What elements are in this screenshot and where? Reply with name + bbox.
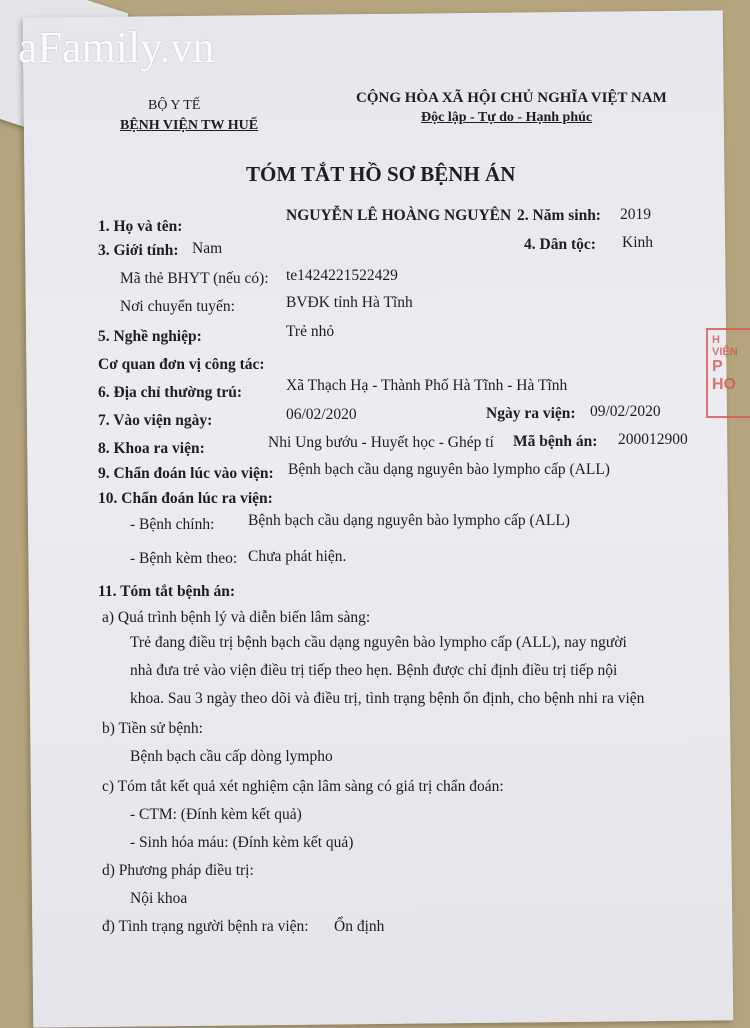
record-number: 200012900 <box>618 431 688 448</box>
main-disease: Bệnh bạch cầu dạng nguyên bào lympho cấp (ALL) <box>248 512 570 529</box>
department: Nhi Ung bướu - Huyết học - Ghép tí <box>268 434 494 451</box>
transfer-from: BVĐK tỉnh Hà Tĩnh <box>286 294 413 311</box>
stamp-text: HO <box>712 376 736 393</box>
stamp-text: P <box>712 358 723 375</box>
history: Bệnh bạch cầu cấp dòng lympho <box>130 748 333 765</box>
job-label: 5. Nghề nghiệp: <box>98 328 202 345</box>
birth-label: 2. Năm sinh: <box>517 207 601 224</box>
ethnic: Kinh <box>622 234 653 251</box>
summary-heading: 11. Tóm tắt bệnh án: <box>98 583 236 600</box>
main-disease-label: - Bệnh chính: <box>130 516 215 533</box>
clinical-course-label: a) Quá trình bệnh lý và diễn biến lâm sàng: <box>102 609 371 626</box>
lab-results-label: c) Tóm tắt kết quả xét nghiệm cận lâm sàng có giá trị chẩn đoán: <box>102 778 504 795</box>
page-title: TÓM TẮT HỒ SƠ BỆNH ÁN <box>246 162 516 186</box>
address-label: 6. Địa chỉ thường trú: <box>98 384 243 401</box>
admit-date: 06/02/2020 <box>286 406 357 423</box>
transfer-label: Nơi chuyển tuyến: <box>120 298 235 315</box>
clinical-course-line: khoa. Sau 3 ngày theo dõi và điều trị, tình trạng bệnh ổn định, cho bệnh nhi ra viện <box>130 690 645 707</box>
gender-label: 3. Giới tính: <box>98 242 179 259</box>
lab-result-biochem: - Sinh hóa máu: (Đính kèm kết quả) <box>130 834 354 851</box>
discharge-status-label: đ) Tình trạng người bệnh ra viện: <box>102 918 309 935</box>
admit-label: 7. Vào viện ngày: <box>98 412 213 429</box>
bhyt-number: te1424221522429 <box>286 267 398 284</box>
record-label: Mã bệnh án: <box>513 433 598 450</box>
treatment-label: d) Phương pháp điều trị: <box>102 862 254 879</box>
discharge-label: Ngày ra viện: <box>486 405 576 422</box>
ministry: BỘ Y TẾ <box>148 98 201 113</box>
discharge-date: 09/02/2020 <box>590 403 661 420</box>
lab-result-ctm: - CTM: (Đính kèm kết quả) <box>130 806 302 823</box>
ethnic-label: 4. Dân tộc: <box>524 236 596 253</box>
diag-in-label: 9. Chẩn đoán lúc vào viện: <box>98 465 274 482</box>
gender: Nam <box>192 240 223 257</box>
history-label: b) Tiền sử bệnh: <box>102 720 203 737</box>
republic-heading: CỘNG HÒA XÃ HỘI CHỦ NGHĨA VIỆT NAM <box>356 90 667 106</box>
birth-year: 2019 <box>620 206 651 223</box>
clinical-course-line: nhà đưa trẻ vào viện điều trị tiếp theo hẹn. Bệnh được chỉ định điều trị tiếp nội <box>130 662 618 679</box>
hospital-stamp <box>706 328 750 418</box>
treatment: Nội khoa <box>130 890 188 907</box>
motto: Độc lập - Tự do - Hạnh phúc <box>421 110 593 125</box>
address: Xã Thạch Hạ - Thành Phố Hà Tĩnh - Hà Tĩnh <box>286 377 568 394</box>
clinical-course-line: Trẻ đang điều trị bệnh bạch cầu dạng nguyên bào lympho cấp (ALL), nay người <box>130 634 627 651</box>
discharge-status: Ổn định <box>334 918 385 935</box>
watermark-logo: aFamily.vn <box>18 23 215 72</box>
org-label: Cơ quan đơn vị công tác: <box>98 356 265 373</box>
stamp-text: H VIỆN <box>712 334 738 358</box>
hospital-name: BỆNH VIỆN TW HUẾ <box>120 118 259 133</box>
name-label: 1. Họ và tên: <box>98 218 183 235</box>
job: Trẻ nhỏ <box>286 323 335 340</box>
diag-out-label: 10. Chẩn đoán lúc ra viện: <box>98 490 273 507</box>
admission-diagnosis: Bệnh bạch cầu dạng nguyên bào lympho cấp (ALL) <box>288 461 610 478</box>
bhyt-label: Mã thẻ BHYT (nếu có): <box>120 270 269 287</box>
patient-name: NGUYỄN LÊ HOÀNG NGUYÊN <box>286 207 512 224</box>
comorbidity-label: - Bệnh kèm theo: <box>130 550 238 567</box>
comorbidity: Chưa phát hiện. <box>248 548 347 565</box>
dept-label: 8. Khoa ra viện: <box>98 440 205 457</box>
